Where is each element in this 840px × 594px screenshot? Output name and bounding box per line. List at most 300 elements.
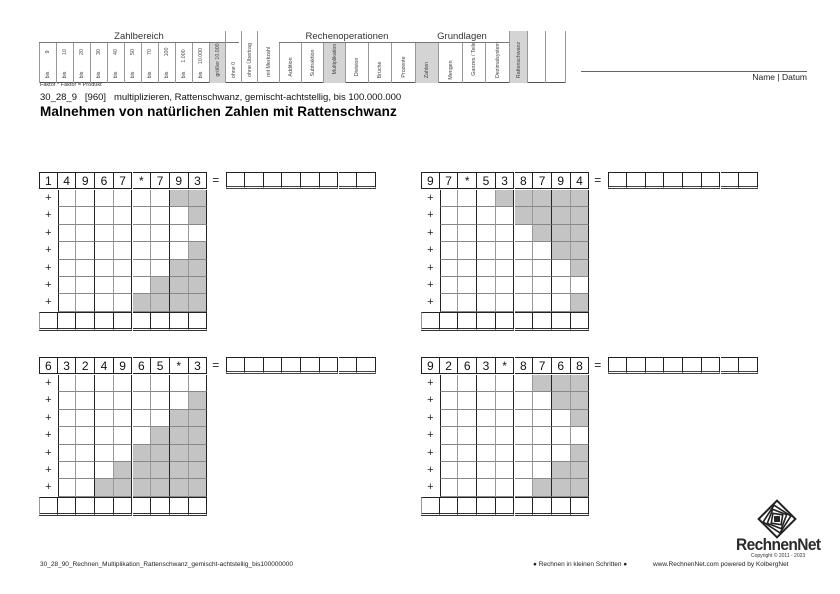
partial-product-cell[interactable] xyxy=(458,294,477,311)
answer-cell[interactable] xyxy=(245,172,264,189)
partial-product-cell[interactable] xyxy=(440,392,459,409)
partial-product-cell[interactable] xyxy=(95,427,114,444)
partial-product-cell[interactable] xyxy=(515,462,534,479)
partial-product-cell[interactable] xyxy=(76,242,95,259)
partial-product-cell[interactable] xyxy=(496,392,515,409)
blocked-cell xyxy=(552,242,571,259)
partial-product-cell[interactable] xyxy=(440,260,459,277)
partial-product-cell[interactable] xyxy=(58,190,77,207)
digit-cell: 6 xyxy=(133,357,152,374)
sum-cell[interactable] xyxy=(552,312,571,331)
answer-cell[interactable] xyxy=(339,172,358,189)
plus-sign: + xyxy=(45,394,52,407)
digit-cell: 3 xyxy=(189,357,208,374)
sum-cell[interactable] xyxy=(58,312,77,331)
partial-product-cell[interactable] xyxy=(76,462,95,479)
category-column xyxy=(90,43,107,83)
partial-product-cell[interactable] xyxy=(151,410,170,427)
partial-product-cell[interactable] xyxy=(533,260,552,277)
partial-product-cell[interactable] xyxy=(114,445,133,462)
category-column xyxy=(545,31,565,83)
partial-product-cell[interactable] xyxy=(515,445,534,462)
partial-product-cell[interactable] xyxy=(477,242,496,259)
partial-product-cell[interactable] xyxy=(95,277,114,294)
sum-cell[interactable] xyxy=(571,312,590,331)
answer-cell[interactable] xyxy=(702,357,721,374)
blocked-cell xyxy=(133,445,152,462)
partial-product-cell[interactable] xyxy=(95,410,114,427)
partial-product-cell[interactable] xyxy=(477,392,496,409)
partial-product-cell[interactable] xyxy=(114,392,133,409)
partial-product-cell[interactable] xyxy=(58,225,77,242)
answer-cell[interactable] xyxy=(357,172,376,189)
answer-cell[interactable] xyxy=(739,357,758,374)
partial-product-cell[interactable] xyxy=(515,294,534,311)
footer-url: www.RechnenNet.com powered by KolbergNet xyxy=(653,561,789,568)
partial-product-cell[interactable] xyxy=(170,375,189,392)
partial-product-cell[interactable] xyxy=(133,410,152,427)
category-column xyxy=(462,43,485,83)
category-column-top-label: 1.000 xyxy=(181,49,187,63)
partial-product-cell[interactable] xyxy=(458,410,477,427)
partial-product-cell[interactable] xyxy=(515,427,534,444)
sum-cell[interactable] xyxy=(458,497,477,516)
partial-product-cell[interactable] xyxy=(477,479,496,496)
blocked-cell xyxy=(533,207,552,224)
category-column xyxy=(323,43,345,83)
answer-cell[interactable] xyxy=(282,357,301,374)
partial-product-cell[interactable] xyxy=(477,445,496,462)
partial-product-cell[interactable] xyxy=(533,462,552,479)
sum-cell[interactable] xyxy=(58,497,77,516)
partial-product-cell[interactable] xyxy=(95,462,114,479)
partial-product-cell[interactable] xyxy=(458,375,477,392)
partial-product-cell[interactable] xyxy=(95,392,114,409)
digit-cell: 3 xyxy=(189,172,208,189)
answer-cell[interactable] xyxy=(683,357,702,374)
partial-product-cell[interactable] xyxy=(133,207,152,224)
partial-product-cell[interactable] xyxy=(133,375,152,392)
sum-cell[interactable] xyxy=(458,312,477,331)
sum-cell[interactable] xyxy=(76,497,95,516)
sum-cell[interactable] xyxy=(39,312,58,331)
partial-product-cell[interactable] xyxy=(76,190,95,207)
partial-product-cell[interactable] xyxy=(76,225,95,242)
partial-product-cell[interactable] xyxy=(440,207,459,224)
partial-product-cell[interactable] xyxy=(515,479,534,496)
partial-product-cell[interactable] xyxy=(170,207,189,224)
sum-cell[interactable] xyxy=(477,497,496,516)
partial-product-cell[interactable] xyxy=(440,190,459,207)
partial-product-cell[interactable] xyxy=(440,479,459,496)
category-column-top-label: 40 xyxy=(113,49,119,55)
blocked-cell xyxy=(189,277,208,294)
partial-product-cell[interactable] xyxy=(114,410,133,427)
sum-cell[interactable] xyxy=(515,497,534,516)
answer-cell[interactable] xyxy=(608,172,627,189)
partial-product-cell[interactable] xyxy=(440,445,459,462)
blocked-cell xyxy=(571,392,590,409)
digit-cell: 7 xyxy=(114,172,133,189)
sum-cell[interactable] xyxy=(533,312,552,331)
blocked-cell xyxy=(151,445,170,462)
answer-cell[interactable] xyxy=(264,172,283,189)
sum-cell[interactable] xyxy=(170,497,189,516)
partial-product-cell[interactable] xyxy=(440,462,459,479)
partial-product-cell[interactable] xyxy=(533,445,552,462)
answer-cell[interactable] xyxy=(646,172,665,189)
sum-cell[interactable] xyxy=(533,497,552,516)
partial-product-cell[interactable] xyxy=(58,479,77,496)
partial-product-cell[interactable] xyxy=(571,277,590,294)
blocked-cell xyxy=(170,462,189,479)
answer-cell[interactable] xyxy=(646,357,665,374)
blocked-cell xyxy=(552,225,571,242)
partial-product-cell[interactable] xyxy=(133,242,152,259)
partial-product-cell[interactable] xyxy=(477,190,496,207)
partial-product-cell[interactable] xyxy=(133,277,152,294)
category-column xyxy=(485,43,509,83)
partial-product-cell[interactable] xyxy=(440,225,459,242)
answer-cell[interactable] xyxy=(301,172,320,189)
partial-product-cell[interactable] xyxy=(58,375,77,392)
plus-sign: + xyxy=(427,226,434,239)
partial-product-cell[interactable] xyxy=(95,260,114,277)
partial-product-cell[interactable] xyxy=(458,445,477,462)
partial-product-cell[interactable] xyxy=(515,242,534,259)
partial-product-cell[interactable] xyxy=(515,277,534,294)
sum-cell[interactable] xyxy=(571,497,590,516)
sum-cell[interactable] xyxy=(189,497,208,516)
answer-cell[interactable] xyxy=(683,172,702,189)
blocked-cell xyxy=(151,277,170,294)
digit-cell: 6 xyxy=(39,357,58,374)
sum-cell[interactable] xyxy=(95,312,114,331)
partial-product-cell[interactable] xyxy=(133,427,152,444)
category-column-label: Multiplikation xyxy=(331,43,338,75)
partial-product-cell[interactable] xyxy=(458,225,477,242)
partial-product-cell[interactable] xyxy=(477,375,496,392)
partial-product-cell[interactable] xyxy=(515,260,534,277)
partial-product-cell[interactable] xyxy=(477,294,496,311)
answer-cell[interactable] xyxy=(608,357,627,374)
blocked-cell xyxy=(189,479,208,496)
category-column-label: bis xyxy=(79,71,85,79)
partial-product-cell[interactable] xyxy=(552,294,571,311)
partial-product-cell[interactable] xyxy=(151,190,170,207)
partial-product-cell[interactable] xyxy=(76,294,95,311)
partial-product-cell[interactable] xyxy=(58,260,77,277)
answer-cell[interactable] xyxy=(339,357,358,374)
partial-product-cell[interactable] xyxy=(533,277,552,294)
partial-product-cell[interactable] xyxy=(114,277,133,294)
partial-product-cell[interactable] xyxy=(458,260,477,277)
partial-product-cell[interactable] xyxy=(170,225,189,242)
partial-product-cell[interactable] xyxy=(151,375,170,392)
partial-product-cell[interactable] xyxy=(114,427,133,444)
sum-cell[interactable] xyxy=(151,497,170,516)
blocked-cell xyxy=(189,260,208,277)
partial-product-cell[interactable] xyxy=(95,445,114,462)
answer-cell[interactable] xyxy=(301,357,320,374)
partial-product-cell[interactable] xyxy=(76,445,95,462)
sum-cell[interactable] xyxy=(477,312,496,331)
partial-product-cell[interactable] xyxy=(477,260,496,277)
blocked-cell xyxy=(114,462,133,479)
category-column-label: bis xyxy=(198,71,204,79)
partial-product-cell[interactable] xyxy=(114,294,133,311)
partial-product-cell[interactable] xyxy=(477,207,496,224)
partial-product-cell[interactable] xyxy=(477,277,496,294)
plus-sign: + xyxy=(45,464,52,476)
category-column xyxy=(241,31,257,83)
answer-cell[interactable] xyxy=(264,357,283,374)
category-column-label: bis xyxy=(113,71,119,79)
digit-cell: 1 xyxy=(39,172,58,189)
partial-product-cell[interactable] xyxy=(440,294,459,311)
partial-product-cell[interactable] xyxy=(496,375,515,392)
partial-product-cell[interactable] xyxy=(58,277,77,294)
partial-product-cell[interactable] xyxy=(477,225,496,242)
partial-product-cell[interactable] xyxy=(458,242,477,259)
partial-product-cell[interactable] xyxy=(114,375,133,392)
partial-product-cell[interactable] xyxy=(58,427,77,444)
blocked-cell xyxy=(571,207,590,224)
partial-product-cell[interactable] xyxy=(477,427,496,444)
partial-product-cell[interactable] xyxy=(440,375,459,392)
category-column-top-label: 9 xyxy=(45,50,51,54)
sum-cell[interactable] xyxy=(496,312,515,331)
category-column xyxy=(209,43,225,83)
category-column-label: Dezimalsystem xyxy=(494,42,501,79)
partial-product-cell[interactable] xyxy=(458,427,477,444)
partial-product-cell[interactable] xyxy=(533,294,552,311)
partial-product-cell[interactable] xyxy=(533,392,552,409)
sum-cell[interactable] xyxy=(421,497,440,516)
partial-product-cell[interactable] xyxy=(496,277,515,294)
partial-product-cell[interactable] xyxy=(496,462,515,479)
blocked-cell xyxy=(571,445,590,462)
partial-product-cell[interactable] xyxy=(515,410,534,427)
partial-product-cell[interactable] xyxy=(58,392,77,409)
sum-cell[interactable] xyxy=(95,497,114,516)
partial-product-cell[interactable] xyxy=(458,207,477,224)
partial-product-cell[interactable] xyxy=(440,242,459,259)
sum-cell[interactable] xyxy=(133,497,152,516)
partial-product-cell[interactable] xyxy=(496,260,515,277)
partial-product-cell[interactable] xyxy=(496,427,515,444)
partial-product-cell[interactable] xyxy=(76,375,95,392)
partial-product-cell[interactable] xyxy=(496,242,515,259)
digit-cell: 6 xyxy=(458,357,477,374)
answer-cell[interactable] xyxy=(739,172,758,189)
plus-sign: + xyxy=(427,481,434,494)
partial-product-cell[interactable] xyxy=(189,225,208,242)
sum-cell[interactable] xyxy=(421,312,440,331)
equals-sign: = xyxy=(594,173,602,187)
partial-product-cell[interactable] xyxy=(95,242,114,259)
partial-product-cell[interactable] xyxy=(552,445,571,462)
sum-cell[interactable] xyxy=(552,497,571,516)
sum-cell[interactable] xyxy=(496,497,515,516)
partial-product-cell[interactable] xyxy=(440,410,459,427)
partial-product-cell[interactable] xyxy=(95,375,114,392)
partial-product-cell[interactable] xyxy=(552,427,571,444)
answer-cell[interactable] xyxy=(627,357,646,374)
blocked-cell xyxy=(170,190,189,207)
partial-product-cell[interactable] xyxy=(58,207,77,224)
partial-product-cell[interactable] xyxy=(58,242,77,259)
answer-cell[interactable] xyxy=(357,357,376,374)
sum-cell[interactable] xyxy=(39,497,58,516)
partial-product-cell[interactable] xyxy=(114,225,133,242)
partial-product-cell[interactable] xyxy=(189,375,208,392)
answer-cell[interactable] xyxy=(702,172,721,189)
partial-product-cell[interactable] xyxy=(58,445,77,462)
partial-product-cell[interactable] xyxy=(477,410,496,427)
partial-product-cell[interactable] xyxy=(151,242,170,259)
answer-cell[interactable] xyxy=(245,357,264,374)
partial-product-cell[interactable] xyxy=(114,190,133,207)
partial-product-cell[interactable] xyxy=(496,445,515,462)
plus-sign: + xyxy=(45,226,52,239)
partial-product-cell[interactable] xyxy=(151,392,170,409)
partial-product-cell[interactable] xyxy=(76,479,95,496)
sum-cell[interactable] xyxy=(151,312,170,331)
partial-product-cell[interactable] xyxy=(58,462,77,479)
partial-product-cell[interactable] xyxy=(533,242,552,259)
partial-product-cell[interactable] xyxy=(114,260,133,277)
partial-product-cell[interactable] xyxy=(151,225,170,242)
partial-product-cell[interactable] xyxy=(95,225,114,242)
category-column xyxy=(124,43,141,83)
partial-product-cell[interactable] xyxy=(571,427,590,444)
digit-cell: 8 xyxy=(571,357,590,374)
sum-cell[interactable] xyxy=(76,312,95,331)
partial-product-cell[interactable] xyxy=(95,294,114,311)
partial-product-cell[interactable] xyxy=(114,207,133,224)
blocked-cell xyxy=(189,410,208,427)
partial-product-cell[interactable] xyxy=(440,277,459,294)
partial-product-cell[interactable] xyxy=(496,207,515,224)
sum-cell[interactable] xyxy=(440,497,459,516)
sum-cell[interactable] xyxy=(170,312,189,331)
digit-cell: 2 xyxy=(76,357,95,374)
blocked-cell xyxy=(552,479,571,496)
copyright: Copyright © 2011 - 2023 xyxy=(751,553,806,559)
blocked-cell xyxy=(571,294,590,311)
sum-cell[interactable] xyxy=(133,312,152,331)
blocked-cell xyxy=(189,294,208,311)
footer-filename: 30_28_90_Rechnen_Multiplikation_Rattenschwanz_gemischt-achtstellig_bis100000000 xyxy=(40,561,293,568)
digit-cell: 9 xyxy=(76,172,95,189)
answer-cell[interactable] xyxy=(721,357,740,374)
partial-product-cell[interactable] xyxy=(76,410,95,427)
category-column-label: bis xyxy=(181,71,187,79)
category-table xyxy=(39,31,565,83)
blocked-cell xyxy=(571,242,590,259)
partial-product-cell[interactable] xyxy=(515,225,534,242)
digit-cell: 7 xyxy=(151,172,170,189)
rechnennet-logo-icon xyxy=(755,499,799,539)
answer-cell[interactable] xyxy=(320,172,339,189)
partial-product-cell[interactable] xyxy=(552,277,571,294)
partial-product-cell[interactable] xyxy=(133,392,152,409)
partial-product-cell[interactable] xyxy=(170,242,189,259)
partial-product-cell[interactable] xyxy=(133,190,152,207)
answer-cell[interactable] xyxy=(320,357,339,374)
sum-cell[interactable] xyxy=(114,497,133,516)
partial-product-cell[interactable] xyxy=(496,479,515,496)
partial-product-cell[interactable] xyxy=(496,294,515,311)
partial-product-cell[interactable] xyxy=(440,427,459,444)
partial-product-cell[interactable] xyxy=(458,277,477,294)
partial-product-cell[interactable] xyxy=(76,277,95,294)
sum-cell[interactable] xyxy=(515,312,534,331)
partial-product-cell[interactable] xyxy=(95,190,114,207)
answer-cell[interactable] xyxy=(226,357,245,374)
answer-cell[interactable] xyxy=(627,172,646,189)
blocked-cell xyxy=(571,225,590,242)
blocked-cell xyxy=(170,445,189,462)
blocked-cell xyxy=(170,479,189,496)
partial-product-cell[interactable] xyxy=(458,392,477,409)
partial-product-cell[interactable] xyxy=(95,207,114,224)
partial-product-cell[interactable] xyxy=(151,260,170,277)
partial-product-cell[interactable] xyxy=(458,479,477,496)
blocked-cell xyxy=(170,294,189,311)
partial-product-cell[interactable] xyxy=(533,427,552,444)
sum-cell[interactable] xyxy=(189,312,208,331)
partial-product-cell[interactable] xyxy=(151,207,170,224)
plus-sign: + xyxy=(45,261,52,274)
partial-product-cell[interactable] xyxy=(76,427,95,444)
category-column-top-label: 50 xyxy=(130,49,136,55)
partial-product-cell[interactable] xyxy=(458,190,477,207)
sum-cell[interactable] xyxy=(114,312,133,331)
blocked-cell xyxy=(189,190,208,207)
digit-cell: 9 xyxy=(552,172,571,189)
partial-product-cell[interactable] xyxy=(515,375,534,392)
partial-product-cell[interactable] xyxy=(76,260,95,277)
partial-product-cell[interactable] xyxy=(496,225,515,242)
partial-product-cell[interactable] xyxy=(533,410,552,427)
answer-cell[interactable] xyxy=(664,172,683,189)
sum-cell[interactable] xyxy=(440,312,459,331)
answer-cell[interactable] xyxy=(721,172,740,189)
partial-product-cell[interactable] xyxy=(458,462,477,479)
partial-product-cell[interactable] xyxy=(58,294,77,311)
answer-cell[interactable] xyxy=(664,357,683,374)
partial-product-cell[interactable] xyxy=(170,392,189,409)
partial-product-cell[interactable] xyxy=(114,242,133,259)
partial-product-cell[interactable] xyxy=(133,260,152,277)
category-column xyxy=(158,43,175,83)
partial-product-cell[interactable] xyxy=(552,260,571,277)
partial-product-cell[interactable] xyxy=(76,392,95,409)
partial-product-cell[interactable] xyxy=(133,225,152,242)
partial-product-cell[interactable] xyxy=(58,410,77,427)
partial-product-cell[interactable] xyxy=(515,392,534,409)
partial-product-cell[interactable] xyxy=(76,207,95,224)
answer-cell[interactable] xyxy=(282,172,301,189)
category-column xyxy=(257,31,279,83)
category-table-edge xyxy=(565,31,566,83)
partial-product-cell[interactable] xyxy=(477,462,496,479)
partial-product-cell[interactable] xyxy=(552,410,571,427)
partial-product-cell[interactable] xyxy=(496,410,515,427)
answer-cell[interactable] xyxy=(226,172,245,189)
